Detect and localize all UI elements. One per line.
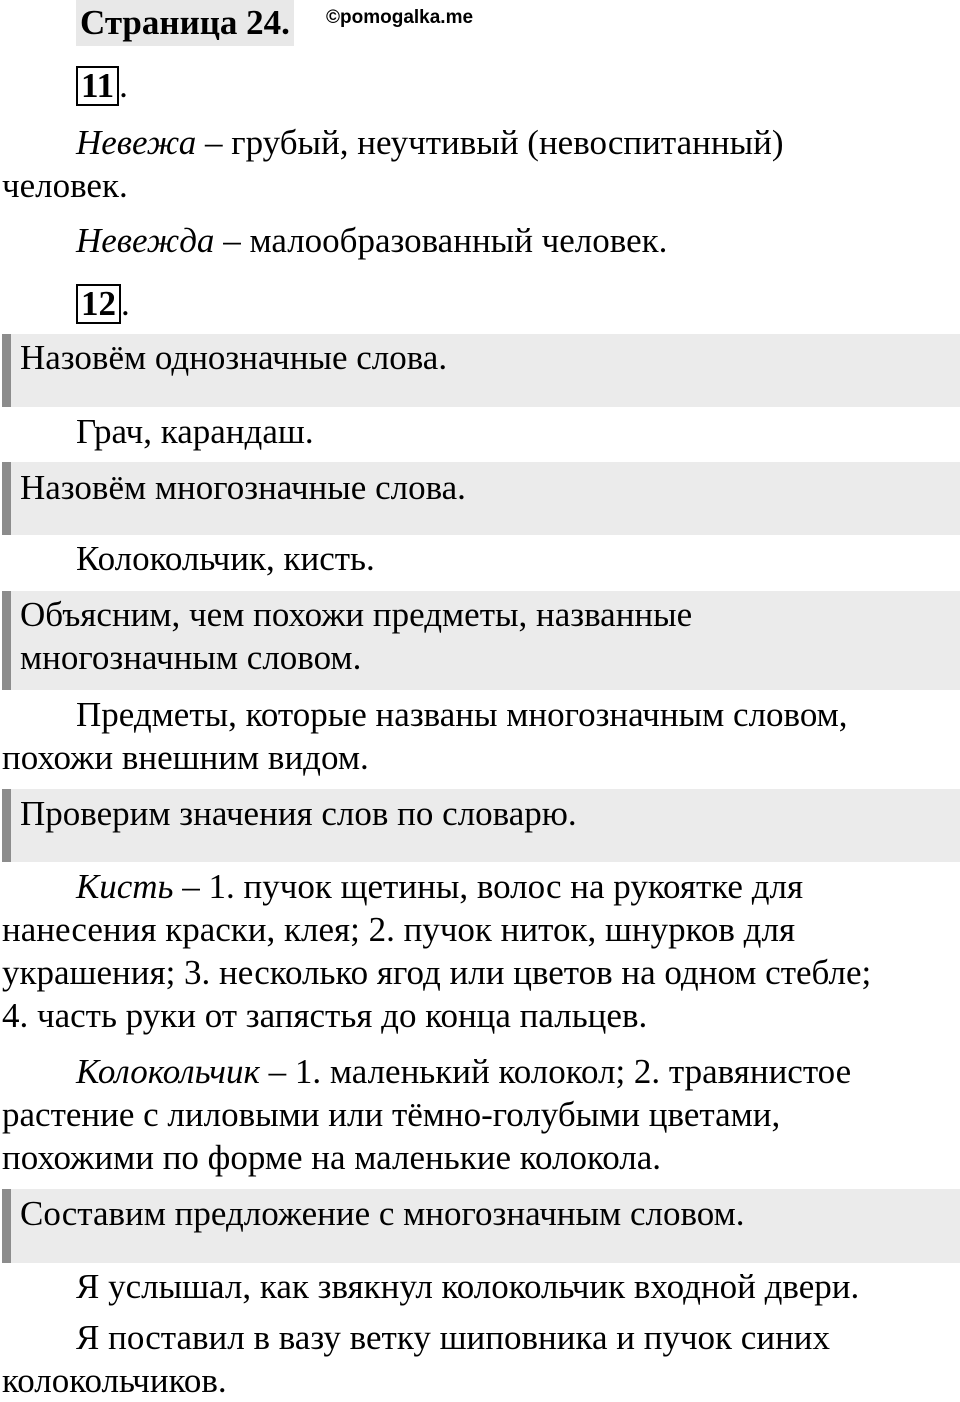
task-number-dot: . xyxy=(119,66,128,105)
answer-3: Предметы, которые названы многозначным словом, xyxy=(76,695,848,734)
task-number-12 xyxy=(76,284,130,324)
definition-kolokolchik-cont: растение с лиловыми или тёмно-голубыми цветами, xyxy=(2,1095,781,1134)
answer-1: Грач, карандаш. xyxy=(76,412,314,451)
definition-kist-cont: нанесения краски, клея; 2. пучок ниток, шнурков для xyxy=(2,910,796,949)
task-prompt-text: Назовём многозначные слова. xyxy=(20,468,466,507)
definition-nevezha-cont: человек. xyxy=(2,166,128,205)
task-prompt-5 xyxy=(2,1189,960,1263)
task-prompt-text: Назовём однозначные слова. xyxy=(20,338,448,377)
definition-text: – малообразованный человек. xyxy=(214,221,668,260)
answer-2: Колокольчик, кисть. xyxy=(76,539,375,578)
term-kolokolchik: Колокольчик xyxy=(76,1052,260,1091)
task-number-box: 11 xyxy=(76,66,119,106)
definition-kist-cont: 4. часть руки от запястья до конца пальцев. xyxy=(2,996,648,1035)
definition-nevezhda xyxy=(76,219,667,262)
task-prompt-2 xyxy=(2,462,960,535)
task-number-11 xyxy=(76,66,128,106)
page-title: Страница 24. xyxy=(76,0,294,46)
definition-text: – грубый, неучтивый (невоспитанный) xyxy=(196,123,784,162)
task-number-dot: . xyxy=(121,284,130,323)
answer-3-cont: похожи внешним видом. xyxy=(2,738,369,777)
term-nevezhda: Невежда xyxy=(76,221,215,260)
definition-nevezha xyxy=(76,121,784,164)
definition-kolokolchik-cont: похожими по форме на маленькие колокола. xyxy=(2,1138,661,1177)
task-prompt-3 xyxy=(2,591,960,690)
task-prompt-4 xyxy=(2,789,960,862)
answer-5-sentence-2: Я поставил в вазу ветку шиповника и пучок синих xyxy=(76,1318,831,1357)
task-prompt-text: Проверим значения слов по словарю. xyxy=(20,794,577,833)
answer-5-sentence-2-cont: колокольчиков. xyxy=(2,1361,227,1400)
term-kist: Кисть xyxy=(76,867,174,906)
task-number-box: 12 xyxy=(76,284,121,324)
definition-kist-cont: украшения; 3. несколько ягод или цветов на одном стебле; xyxy=(2,953,872,992)
definition-kolokolchik xyxy=(76,1050,851,1093)
task-prompt-text: Объясним, чем похожи предметы, названные xyxy=(20,595,693,634)
watermark: ©pomogalka.me xyxy=(326,7,474,28)
term-nevezha: Невежа xyxy=(76,123,197,162)
task-prompt-text: Составим предложение с многозначным словом. xyxy=(20,1194,745,1233)
definition-text: – 1. пучок щетины, волос на рукоятке для xyxy=(173,867,804,906)
definition-kist xyxy=(76,865,803,908)
definition-text: – 1. маленький колокол; 2. травянистое xyxy=(259,1052,852,1091)
task-prompt-1 xyxy=(2,334,960,407)
answer-5-sentence-1: Я услышал, как звякнул колокольчик входной двери. xyxy=(76,1267,860,1306)
task-prompt-text: многозначным словом. xyxy=(20,638,362,677)
